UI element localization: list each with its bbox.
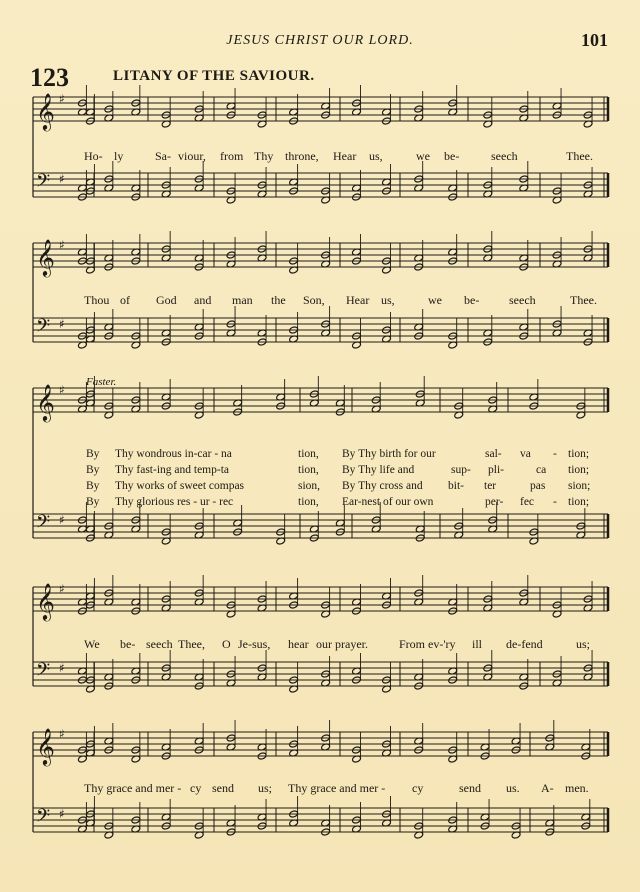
lyric-word: - — [553, 448, 557, 460]
lyric-word: Thy fast-ing and temp-ta — [115, 464, 230, 476]
lyric-word: By — [86, 464, 100, 476]
lyric-word: be- — [444, 149, 460, 163]
lyric-word: Ear-nest of our own — [342, 496, 434, 508]
lyric-word: of — [120, 293, 130, 307]
lyric-word: cy — [412, 781, 424, 795]
lyric-word: By — [86, 496, 100, 508]
lyric-word: Son, — [303, 293, 325, 307]
lyric-word: us. — [506, 781, 520, 795]
sharp-icon: ♯ — [59, 582, 65, 596]
lyric-word: Thy grace and mer - — [84, 781, 182, 795]
lyric-word: ill — [472, 637, 483, 651]
lyric-word: By Thy cross and — [342, 480, 423, 492]
lyric-word: throne, — [285, 149, 319, 163]
lyric-word: God — [156, 293, 177, 307]
staff-lines — [33, 92, 608, 832]
sharp-icon: ♯ — [59, 807, 65, 821]
lyric-word: Thy glorious res - ur - rec — [115, 496, 234, 508]
page-number: 101 — [581, 30, 608, 50]
treble-clef-icon: 𝄞 — [36, 92, 55, 130]
tempo-marking: Faster. — [86, 376, 117, 388]
lyric-word: tion, — [298, 448, 319, 460]
lyric-word: Thy — [254, 149, 274, 163]
lyric-word: the — [271, 293, 286, 307]
sharp-icon: ♯ — [59, 92, 65, 106]
lyric-word: ly — [114, 149, 124, 163]
lyric-word: send — [459, 781, 481, 795]
running-title: JESUS CHRIST OUR LORD. — [226, 33, 414, 48]
lyric-word: sion, — [298, 480, 321, 492]
sharp-icon: ♯ — [59, 513, 65, 527]
lyric-word: va — [520, 448, 531, 460]
lyric-word: We — [84, 637, 100, 651]
bass-clef-icon: 𝄢 — [36, 171, 51, 196]
lyric-word: us, — [369, 149, 383, 163]
lyric-word: seech — [491, 149, 518, 163]
lyric-word: sup- — [451, 464, 471, 476]
bass-clef-icon: 𝄢 — [36, 660, 51, 685]
lyric-word: man — [232, 293, 253, 307]
lyric-word: we — [416, 149, 430, 163]
note-heads — [77, 85, 592, 839]
lyric-word: pas — [530, 480, 546, 492]
lyric-word: seech — [146, 637, 173, 651]
lyric-word: Thee. — [566, 149, 593, 163]
lyric-word: Thee. — [570, 293, 597, 307]
lyric-word: from — [220, 149, 244, 163]
sharp-icon: ♯ — [59, 727, 65, 741]
lyric-word: tion; — [568, 448, 590, 460]
lyric-word: Thou — [84, 293, 110, 307]
lyric-word: Thy works of sweet compas — [115, 480, 245, 492]
sharp-icon: ♯ — [59, 383, 65, 397]
lyric-word: viour, — [178, 149, 206, 163]
lyric-word: Hear — [346, 293, 370, 307]
lyric-word: O — [222, 637, 231, 651]
lyric-word: be- — [464, 293, 480, 307]
lyric-word: per- — [485, 496, 504, 508]
treble-clef-icon: 𝄞 — [36, 582, 55, 620]
treble-clef-icon: 𝄞 — [36, 238, 55, 276]
lyric-word: From ev-'ry — [399, 637, 456, 651]
lyric-word: bit- — [448, 480, 464, 492]
lyric-word: Ho- — [84, 149, 103, 163]
lyric-word: be- — [120, 637, 136, 651]
lyric-word: sal- — [485, 448, 502, 460]
lyric-word: send — [212, 781, 234, 795]
lyric-word: Thy wondrous in-car - na — [115, 448, 232, 460]
lyric-word: fec — [520, 496, 535, 508]
lyric-word: ter — [484, 480, 497, 492]
lyric-word: By Thy life and — [342, 464, 415, 476]
lyric-word: pli- — [488, 464, 504, 476]
lyric-word: Je-sus, — [238, 637, 271, 651]
lyric-word: sion; — [568, 480, 591, 492]
bass-clef-icon: 𝄢 — [36, 806, 51, 831]
lyric-word: Thy grace and mer - — [288, 781, 386, 795]
hymn-number: 123 — [30, 63, 69, 92]
lyric-word: us; — [576, 637, 591, 651]
lyric-word: By — [86, 480, 100, 492]
bass-clef-icon: 𝄢 — [36, 512, 51, 537]
lyric-word: us, — [381, 293, 395, 307]
lyric-word: we — [428, 293, 442, 307]
lyric-word: seech — [509, 293, 536, 307]
lyric-word: and — [194, 293, 212, 307]
lyric-word: Hear — [333, 149, 357, 163]
lyric-word: tion, — [298, 464, 319, 476]
treble-clef-icon: 𝄞 — [36, 383, 55, 421]
sharp-icon: ♯ — [59, 317, 65, 331]
lyric-word: ca — [536, 464, 547, 476]
bass-clef-icon: 𝄢 — [36, 316, 51, 341]
lyric-word: - — [553, 496, 557, 508]
sharp-icon: ♯ — [59, 661, 65, 675]
hymn-title: LITANY OF THE SAVIOUR. — [113, 68, 315, 84]
lyric-word: tion; — [568, 496, 590, 508]
lyric-word: de-fend — [506, 637, 543, 651]
lyric-word: By — [86, 448, 100, 460]
lyric-word: us; — [258, 781, 273, 795]
lyric-word: tion, — [298, 496, 319, 508]
lyric-word: tion; — [568, 464, 590, 476]
lyric-word: men. — [565, 781, 589, 795]
lyric-word: A- — [541, 781, 554, 795]
treble-clef-icon: 𝄞 — [36, 727, 55, 765]
lyric-word: hear — [288, 637, 309, 651]
lyric-word: Sa- — [155, 149, 171, 163]
sharp-icon: ♯ — [59, 172, 65, 186]
lyric-word: cy — [190, 781, 202, 795]
lyric-word: our prayer. — [316, 637, 368, 651]
lyric-word: Thee, — [178, 637, 205, 651]
sharp-icon: ♯ — [59, 238, 65, 252]
lyric-word: By Thy birth for our — [342, 448, 436, 460]
